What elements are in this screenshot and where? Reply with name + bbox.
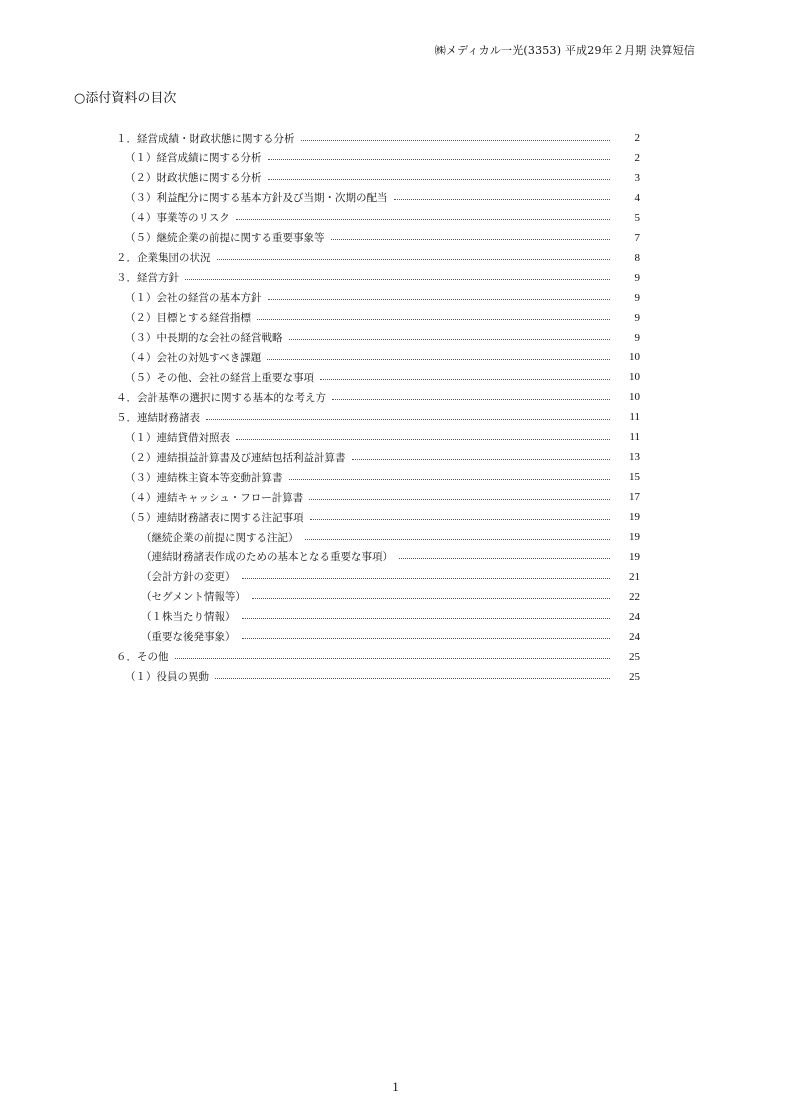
dot-leader — [305, 539, 611, 540]
toc-entry-page: 7 — [634, 231, 640, 244]
dot-leader — [236, 439, 610, 440]
dot-leader — [268, 299, 611, 300]
document-header: ㈱メディカル一光(3353) 平成29年２月期 決算短信 — [434, 44, 695, 57]
dot-leader — [268, 179, 611, 180]
dot-leader — [217, 259, 611, 260]
toc-entry-label: １．経営成績・財政状態に関する分析 — [116, 132, 295, 145]
toc-entry-page: 11 — [629, 431, 640, 444]
toc-entry[interactable] — [125, 487, 640, 507]
toc-entry[interactable] — [116, 248, 640, 268]
toc-entry[interactable] — [125, 507, 640, 527]
toc-entry-page: 17 — [629, 491, 640, 504]
toc-entry-page: 3 — [634, 171, 640, 184]
toc-entry-page: 11 — [629, 411, 640, 424]
dot-leader — [175, 658, 611, 659]
dot-leader — [267, 359, 610, 360]
toc-entry-page: 2 — [634, 151, 640, 164]
toc-entry-label: （２）連結損益計算書及び連結包括利益計算書 — [125, 451, 346, 464]
toc-entry-page: 13 — [629, 451, 640, 464]
toc-entry[interactable] — [141, 547, 640, 567]
dot-leader — [309, 499, 610, 500]
toc-entry[interactable] — [141, 607, 640, 627]
toc-entry[interactable] — [125, 228, 640, 248]
dot-leader — [352, 459, 611, 460]
toc-entry-page: 2 — [634, 132, 640, 144]
toc-entry[interactable] — [125, 328, 640, 348]
toc-entry-page: 19 — [629, 550, 640, 563]
toc-entry-page: 5 — [634, 211, 640, 224]
toc-entry-label: （１）役員の異動 — [125, 671, 209, 684]
toc-entry-label: （１株当たり情報） — [141, 611, 236, 624]
toc-entry[interactable] — [125, 667, 640, 687]
toc-entry[interactable] — [116, 268, 640, 288]
dot-leader — [242, 638, 611, 639]
toc-entry[interactable] — [125, 208, 640, 228]
toc-entry-page: 4 — [634, 191, 640, 204]
toc-entry-page: 24 — [629, 630, 640, 643]
toc-entry-label: （会計方針の変更） — [141, 571, 236, 584]
toc-entry[interactable] — [125, 288, 640, 308]
toc-entry[interactable] — [116, 647, 640, 667]
toc-entry-label: （３）中長期的な会社の経営戦略 — [125, 332, 283, 344]
dot-leader — [320, 379, 610, 380]
toc-entry-label: （１）会社の経営の基本方針 — [125, 292, 262, 305]
toc-entry[interactable] — [125, 168, 640, 188]
toc-entry-label: ３．経営方針 — [116, 272, 179, 285]
toc-entry[interactable] — [125, 447, 640, 467]
toc-entry-label: ５．連結財務諸表 — [116, 411, 200, 424]
toc-entry-page: 25 — [629, 670, 640, 683]
toc-entry-label: ２．企業集団の状況 — [116, 252, 211, 265]
toc-entry-page: 19 — [629, 511, 640, 524]
dot-leader — [399, 558, 610, 559]
toc-entry-page: 9 — [634, 291, 640, 304]
toc-entry[interactable] — [141, 627, 640, 647]
toc-entry-page: 19 — [629, 531, 640, 543]
toc-entry[interactable] — [141, 567, 640, 587]
toc-entry-label: （３）利益配分に関する基本方針及び当期・次期の配当 — [125, 192, 388, 205]
toc-entry-page: 9 — [634, 331, 640, 344]
toc-entry-label: （３）連結株主資本等変動計算書 — [125, 471, 283, 484]
toc-title: ○添付資料の目次 — [74, 91, 177, 106]
dot-leader — [310, 519, 611, 520]
toc-entry-page: 25 — [629, 650, 640, 663]
toc-entry-page: 15 — [629, 471, 640, 484]
toc-entry-page: 9 — [634, 271, 640, 284]
toc-entry-label: （４）会社の対処すべき課題 — [125, 351, 262, 364]
dot-leader — [242, 618, 611, 619]
toc-entry-label: （継続企業の前提に関する注記） — [141, 531, 299, 544]
toc-entry[interactable] — [141, 587, 640, 607]
toc-entry-label: （２）財政状態に関する分析 — [125, 172, 262, 185]
toc-entry-label: （セグメント情報等） — [141, 591, 246, 604]
toc-entry-page: 24 — [629, 610, 640, 623]
toc-entry[interactable] — [125, 367, 640, 387]
toc-entry-label: （２）目標とする経営指標 — [125, 312, 251, 325]
toc-entry-page: 10 — [629, 391, 640, 404]
dot-leader — [394, 199, 611, 200]
toc-entry-label: （１）経営成績に関する分析 — [125, 152, 262, 165]
dot-leader — [206, 419, 610, 420]
toc-entry-label: （５）その他、会社の経営上重要な事項 — [125, 371, 314, 384]
dot-leader — [332, 399, 610, 400]
toc-entry-label: （１）連結貸借対照表 — [125, 431, 230, 444]
toc-entry[interactable] — [125, 467, 640, 487]
toc-entry[interactable] — [116, 387, 640, 407]
page-number: 1 — [392, 1079, 399, 1094]
toc-entry-label: （５）連結財務諸表に関する注記事項 — [125, 511, 304, 524]
toc-entry[interactable] — [125, 427, 640, 447]
toc-entry-label: （重要な後発事象） — [141, 631, 236, 644]
dot-leader — [252, 598, 610, 599]
toc-entry-page: 10 — [629, 351, 640, 364]
toc-entry-page: 9 — [634, 311, 640, 324]
dot-leader — [289, 479, 611, 480]
toc-entry[interactable] — [116, 128, 640, 148]
dot-leader — [289, 339, 611, 340]
dot-leader — [331, 239, 611, 240]
toc-entry-label: ６．その他 — [116, 651, 169, 664]
toc-entry[interactable] — [141, 527, 640, 547]
dot-leader — [268, 159, 611, 160]
toc-entry[interactable] — [125, 188, 640, 208]
toc-entry[interactable] — [125, 148, 640, 168]
dot-leader — [301, 140, 611, 141]
dot-leader — [236, 219, 610, 220]
toc-entry-label: （５）継続企業の前提に関する重要事象等 — [125, 232, 325, 245]
toc-entry-label: （４）連結キャッシュ・フロー計算書 — [125, 491, 304, 504]
toc-entry[interactable] — [116, 407, 640, 427]
dot-leader — [257, 319, 610, 320]
dot-leader — [185, 279, 610, 280]
toc-entry-label: ４．会計基準の選択に関する基本的な考え方 — [116, 391, 326, 404]
toc-entry-page: 8 — [634, 251, 640, 264]
toc-entry-label: （連結財務諸表作成のための基本となる重要な事項） — [141, 551, 393, 564]
toc-entry[interactable] — [125, 347, 640, 367]
dot-leader — [242, 578, 611, 579]
toc-entry-page: 22 — [629, 590, 640, 603]
toc-entry-page: 10 — [629, 371, 640, 384]
toc-entry[interactable] — [125, 308, 640, 328]
toc-entry-label: （４）事業等のリスク — [125, 212, 230, 225]
toc-entry-page: 21 — [629, 570, 640, 583]
dot-leader — [215, 678, 610, 679]
